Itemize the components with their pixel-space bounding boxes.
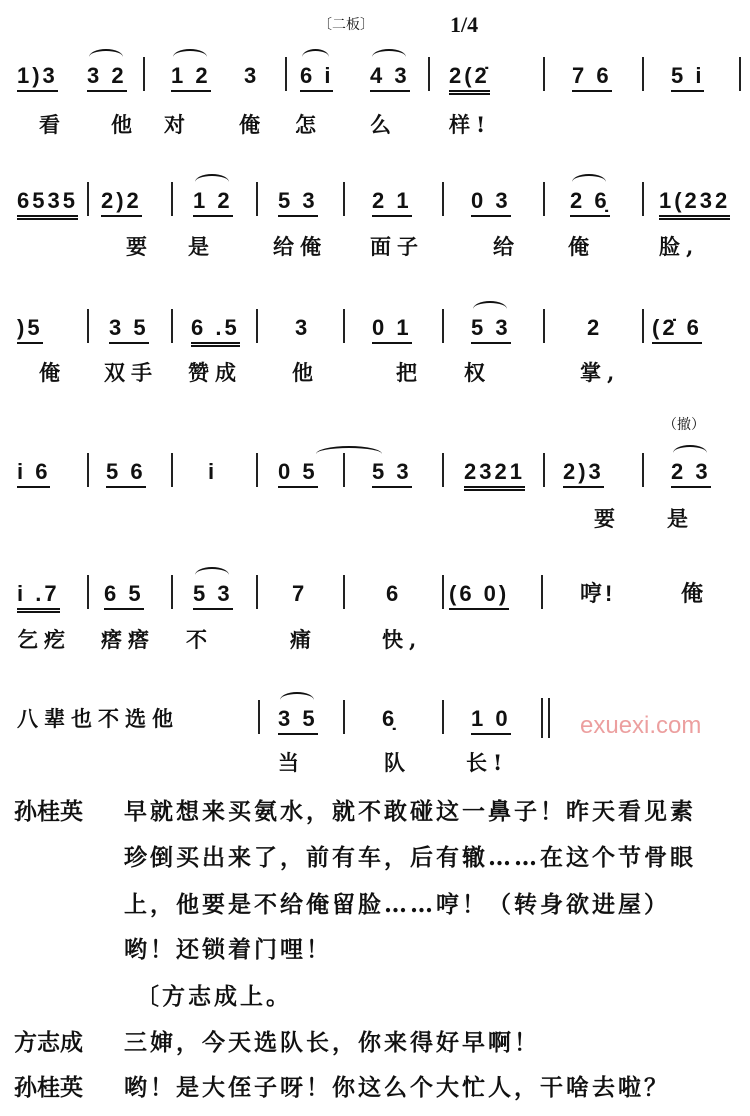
tempo-mark: 〔二板〕 — [318, 17, 374, 33]
lyric: 是 — [667, 506, 694, 531]
lyric: 队 — [384, 750, 411, 775]
note-group: 3 5 — [109, 315, 149, 344]
note-group: i .7 — [17, 581, 60, 613]
slur-arc — [372, 49, 406, 65]
barline — [442, 182, 444, 216]
note-group: 2)3 — [563, 459, 604, 488]
lyric: 快, — [382, 627, 423, 652]
note-group: 5 3 — [193, 581, 233, 610]
watermark: exuexi.com — [580, 712, 702, 739]
note-group: 5 i — [671, 63, 704, 92]
slur-arc — [195, 174, 229, 190]
lyric: 不 — [186, 627, 213, 652]
note-group: 6535 — [17, 188, 78, 220]
dialogue-line: 早就想来买氨水，就不敢碰这一鼻子！昨天看见素 — [124, 798, 696, 825]
barline — [256, 309, 258, 343]
lyric: 是 — [188, 234, 215, 259]
barline — [442, 700, 444, 734]
speaker-name: 孙桂英 — [14, 1074, 83, 1101]
note-group: (6 0) — [449, 581, 509, 610]
lyric: 当 — [278, 750, 305, 775]
note-group: 俺 — [681, 581, 707, 606]
barline — [739, 57, 741, 91]
barline — [171, 453, 173, 487]
barline — [442, 309, 444, 343]
note-group: 6 .5 — [191, 315, 240, 347]
lyric: 赞成 — [188, 360, 242, 385]
note-group: 2)2 — [101, 188, 142, 217]
note-group: 3 2 — [87, 63, 127, 92]
barline — [428, 57, 430, 91]
note-group: 2 — [587, 315, 603, 340]
lyric: 样! — [449, 112, 492, 137]
dialogue-line: 三婶，今天选队长，你来得好早啊！ — [124, 1029, 540, 1056]
barline — [343, 575, 345, 609]
barline — [258, 700, 260, 734]
note-group: 5 3 — [372, 459, 412, 488]
note-group: 6 — [386, 581, 402, 606]
note-group: i — [208, 459, 218, 484]
lyric: 要 — [126, 234, 153, 259]
note-group: 3 — [244, 63, 260, 88]
lyric: 要 — [594, 506, 621, 531]
barline — [642, 453, 644, 487]
slur-arc — [195, 567, 229, 583]
note-group: 0 5 — [278, 459, 318, 488]
note-group: 1 2 — [171, 63, 211, 92]
barline — [171, 575, 173, 609]
barline — [642, 309, 644, 343]
dialogue-line: 哟！是大侄子呀！你这么个大忙人，干啥去啦？ — [124, 1074, 670, 1101]
barline — [442, 575, 444, 609]
dialogue-line: 珍倒买出来了，前有车，后有辙……在这个节骨眼 — [124, 844, 696, 871]
barline — [171, 309, 173, 343]
note-group: 2 1 — [372, 188, 412, 217]
note-group: 6 5 — [104, 581, 144, 610]
note-group: 6 i — [300, 63, 333, 92]
lyric: 乞疙 — [17, 627, 71, 652]
barline — [256, 453, 258, 487]
barline — [171, 182, 173, 216]
time-signature: 1/4 — [450, 12, 479, 37]
note-group: 0 3 — [471, 188, 511, 217]
lyric: 给 — [493, 234, 520, 259]
dialogue-line: 哟！还锁着门哩！ — [124, 936, 332, 963]
row-prefix-text: 八辈也不选他 — [17, 706, 179, 731]
barline — [87, 309, 89, 343]
lyric: 对 — [164, 112, 191, 137]
barline — [442, 453, 444, 487]
barline — [87, 575, 89, 609]
note-group: 5 3 — [278, 188, 318, 217]
final-barline — [541, 698, 550, 738]
barline — [642, 182, 644, 216]
barline — [543, 182, 545, 216]
note-group: 1 2 — [193, 188, 233, 217]
speaker-name: 孙桂英 — [14, 798, 83, 825]
note-group: 5 6 — [106, 459, 146, 488]
slur-arc — [173, 49, 207, 65]
barline — [256, 575, 258, 609]
barline — [541, 575, 543, 609]
note-group: 5 3 — [471, 315, 511, 344]
lyric: 掌, — [580, 360, 621, 385]
barline — [256, 182, 258, 216]
note-group: 2 6̣ — [570, 188, 610, 217]
lyric: 俺 — [568, 234, 595, 259]
lyric: 俺 — [239, 112, 266, 137]
barline — [642, 57, 644, 91]
barline — [143, 57, 145, 91]
lyric: 痛 — [290, 627, 317, 652]
lyric: 脸, — [659, 234, 700, 259]
lyric: 双手 — [104, 360, 158, 385]
dialogue-line: 〔方志成上。 — [136, 983, 292, 1010]
slur-arc — [302, 49, 329, 65]
speaker-name: 方志成 — [14, 1029, 83, 1056]
slur-arc — [280, 692, 314, 708]
lyric: 给俺 — [273, 234, 327, 259]
lyric: 长! — [466, 750, 509, 775]
barline — [343, 309, 345, 343]
lyric: 瘩瘩 — [101, 627, 155, 652]
lyric: 俺 — [39, 360, 66, 385]
slur-arc — [89, 49, 123, 65]
lyric: 面子 — [370, 234, 424, 259]
note-group: )5 — [17, 315, 43, 344]
note-group: 2321 — [464, 459, 525, 491]
slur-arc — [473, 301, 507, 317]
dialogue-line: 上，他要是不给俺留脸……哼！（转身欲进屋） — [124, 891, 670, 918]
note-group: 3 — [295, 315, 311, 340]
barline — [87, 453, 89, 487]
note-group: 2(2̇ — [449, 63, 490, 95]
lyric: 他 — [111, 112, 138, 137]
slur-arc — [316, 446, 382, 462]
note-group: 2 3 — [671, 459, 711, 488]
barline — [343, 182, 345, 216]
note-group: 1)3 — [17, 63, 58, 92]
slur-arc — [673, 445, 707, 461]
barline — [543, 57, 545, 91]
note-group: (2̇ 6 — [652, 315, 702, 344]
lyric: 他 — [292, 360, 319, 385]
lyric: 么 — [370, 112, 397, 137]
note-group: 1 0 — [471, 706, 511, 735]
note-group: 4 3 — [370, 63, 410, 92]
note-group: 7 6 — [572, 63, 612, 92]
barline — [543, 453, 545, 487]
barline — [543, 309, 545, 343]
note-group: 0 1 — [372, 315, 412, 344]
row-annotation: （撤） — [663, 417, 705, 433]
barline — [343, 700, 345, 734]
note-group: 6̣ — [382, 706, 398, 731]
note-group: 7 — [292, 581, 308, 606]
lyric: 权 — [464, 360, 491, 385]
note-group: 3 5 — [278, 706, 318, 735]
barline — [285, 57, 287, 91]
note-group: i 6 — [17, 459, 50, 488]
lyric: 怎 — [295, 112, 322, 137]
barline — [87, 182, 89, 216]
slur-arc — [572, 174, 606, 190]
note-group: 哼! — [580, 581, 616, 606]
lyric: 把 — [396, 360, 423, 385]
note-group: 1(232 — [659, 188, 730, 220]
lyric: 看 — [39, 112, 66, 137]
